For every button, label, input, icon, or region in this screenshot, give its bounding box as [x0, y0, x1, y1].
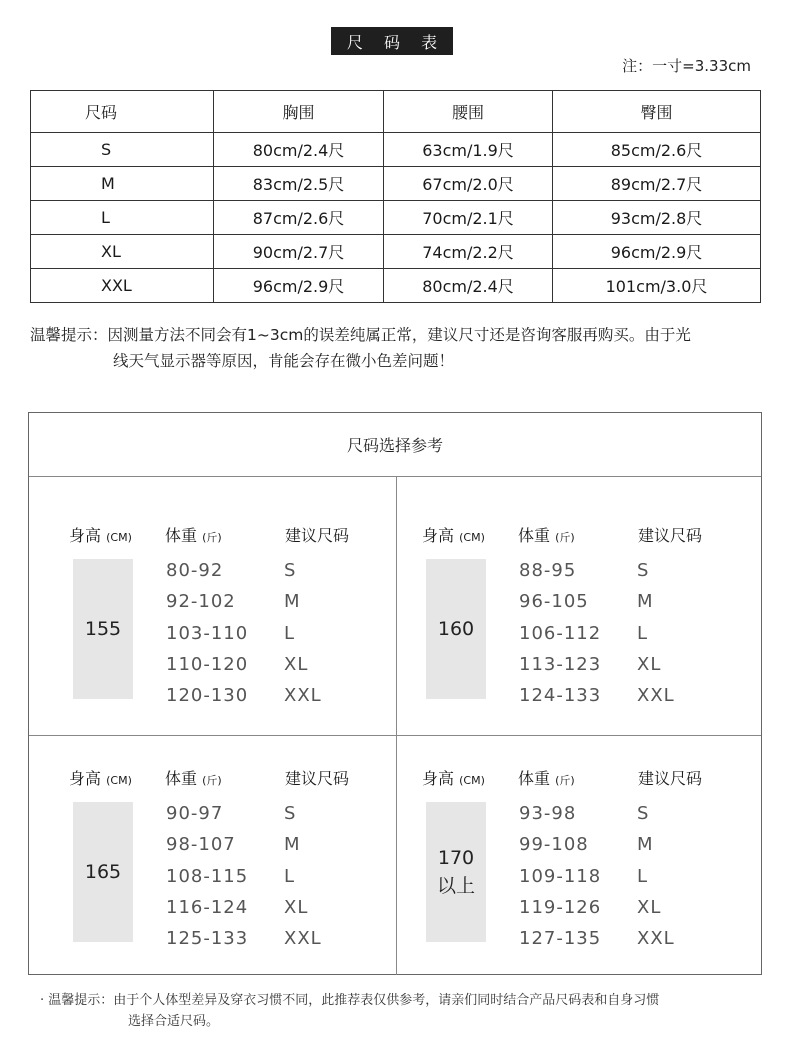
- height-header: 身高 (CM): [69, 526, 132, 545]
- recommendation-tip: [40, 990, 659, 1032]
- suggested-size: M: [284, 834, 301, 856]
- height-header: 身高 (CM): [422, 526, 485, 545]
- size-header: 建议尺码: [285, 769, 350, 788]
- cell-hip: 85cm/2.6尺: [553, 133, 761, 167]
- tip-line-2: 线天气显示器等原因，肯能会存在微小色差问题！: [113, 352, 455, 370]
- header-hip: 臀围: [553, 91, 761, 133]
- weight-list: [166, 555, 248, 711]
- cell-waist: 80cm/2.4尺: [384, 269, 553, 303]
- height-value: 160: [426, 559, 486, 699]
- weight-range: 80-92: [166, 560, 224, 581]
- weight-range: 92-102: [166, 591, 236, 613]
- tip-line-1: 温馨提示：因测量方法不同会有1~3cm的误差纯属正常，建议尺寸还是咨询客服再购买。由于光: [30, 326, 691, 344]
- cell-chest: 87cm/2.6尺: [214, 201, 384, 235]
- cell-chest: 80cm/2.4尺: [214, 133, 384, 167]
- tip-line-1: · 温馨提示：由于个人体型差异及穿衣习惯不同，此推荐表仅供参考，请亲们同时结合产品尺码表和自身习惯: [40, 993, 660, 1008]
- size-reference-panel: [28, 412, 762, 975]
- header-size: 尺码: [31, 91, 214, 133]
- suggested-size: XL: [637, 653, 662, 675]
- cell-hip: 96cm/2.9尺: [553, 235, 761, 269]
- page-title: 尺 码 表: [331, 27, 453, 55]
- weight-range: 96-105: [519, 591, 589, 613]
- weight-range: 116-124: [166, 896, 249, 918]
- weight-range: 124-133: [519, 685, 602, 706]
- suggested-size: XL: [284, 653, 309, 675]
- measurement-tip: [30, 322, 691, 374]
- unit-note: 注：一寸=3.33cm: [622, 57, 751, 75]
- size-list: [284, 798, 322, 954]
- suggested-size: XL: [637, 896, 662, 918]
- weight-list: [519, 555, 601, 711]
- size-header: 建议尺码: [285, 526, 350, 545]
- suggested-size: XXL: [637, 685, 675, 706]
- cell-size: M: [31, 167, 214, 201]
- weight-range: 109-118: [519, 865, 602, 887]
- weight-header: 体重 (斤): [518, 526, 575, 545]
- tip-line-2: 选择合适尺码。: [128, 1014, 220, 1029]
- suggested-size: L: [637, 865, 649, 887]
- cell-hip: 89cm/2.7尺: [553, 167, 761, 201]
- weight-range: 125-133: [166, 928, 249, 949]
- weight-range: 113-123: [519, 653, 602, 675]
- header-waist: 腰围: [384, 91, 553, 133]
- suggested-size: M: [637, 834, 654, 856]
- suggested-size: S: [637, 560, 650, 581]
- weight-range: 108-115: [166, 865, 249, 887]
- size-list: [284, 555, 322, 711]
- table-row: [31, 133, 761, 167]
- reference-group-165: [29, 766, 396, 1006]
- weight-range: 90-97: [166, 803, 224, 824]
- reference-group-170: [382, 766, 749, 1006]
- table-row: [31, 167, 761, 201]
- suggested-size: L: [284, 622, 296, 644]
- weight-range: 98-107: [166, 834, 236, 856]
- cell-size: S: [31, 133, 214, 167]
- weight-range: 127-135: [519, 928, 602, 949]
- weight-header: 体重 (斤): [518, 769, 575, 788]
- suggested-size: S: [637, 803, 650, 824]
- table-row: [31, 235, 761, 269]
- suggested-size: L: [637, 622, 649, 644]
- suggested-size: XXL: [637, 928, 675, 949]
- cell-size: L: [31, 201, 214, 235]
- weight-list: [519, 798, 601, 954]
- table-row: [31, 269, 761, 303]
- reference-title: 尺码选择参考: [29, 413, 761, 477]
- cell-chest: 96cm/2.9尺: [214, 269, 384, 303]
- weight-header: 体重 (斤): [165, 769, 222, 788]
- cell-hip: 93cm/2.8尺: [553, 201, 761, 235]
- suggested-size: S: [284, 560, 297, 581]
- weight-range: 110-120: [166, 653, 249, 675]
- header-chest: 胸围: [214, 91, 384, 133]
- cell-chest: 83cm/2.5尺: [214, 167, 384, 201]
- cell-waist: 63cm/1.9尺: [384, 133, 553, 167]
- reference-group-155: [29, 523, 396, 763]
- size-chart-table: [30, 90, 761, 303]
- table-header-row: [31, 91, 761, 133]
- cell-waist: 70cm/2.1尺: [384, 201, 553, 235]
- weight-range: 120-130: [166, 685, 249, 706]
- height-value: 170 以上: [426, 802, 486, 942]
- cell-waist: 67cm/2.0尺: [384, 167, 553, 201]
- height-value: 155: [73, 559, 133, 699]
- weight-range: 119-126: [519, 896, 602, 918]
- weight-range: 93-98: [519, 803, 577, 824]
- height-header: 身高 (CM): [422, 769, 485, 788]
- suggested-size: XL: [284, 896, 309, 918]
- size-header: 建议尺码: [638, 526, 703, 545]
- cell-waist: 74cm/2.2尺: [384, 235, 553, 269]
- table-row: [31, 201, 761, 235]
- weight-list: [166, 798, 248, 954]
- cell-hip: 101cm/3.0尺: [553, 269, 761, 303]
- weight-range: 99-108: [519, 834, 589, 856]
- weight-range: 88-95: [519, 560, 577, 581]
- size-list: [637, 555, 675, 711]
- weight-range: 103-110: [166, 622, 249, 644]
- suggested-size: XXL: [284, 685, 322, 706]
- suggested-size: XXL: [284, 928, 322, 949]
- size-list: [637, 798, 675, 954]
- cell-chest: 90cm/2.7尺: [214, 235, 384, 269]
- size-header: 建议尺码: [638, 769, 703, 788]
- suggested-size: M: [284, 591, 301, 613]
- cell-size: XL: [31, 235, 214, 269]
- weight-range: 106-112: [519, 622, 602, 644]
- height-header: 身高 (CM): [69, 769, 132, 788]
- suggested-size: M: [637, 591, 654, 613]
- suggested-size: L: [284, 865, 296, 887]
- weight-header: 体重 (斤): [165, 526, 222, 545]
- suggested-size: S: [284, 803, 297, 824]
- reference-group-160: [382, 523, 749, 763]
- cell-size: XXL: [31, 269, 214, 303]
- height-value: 165: [73, 802, 133, 942]
